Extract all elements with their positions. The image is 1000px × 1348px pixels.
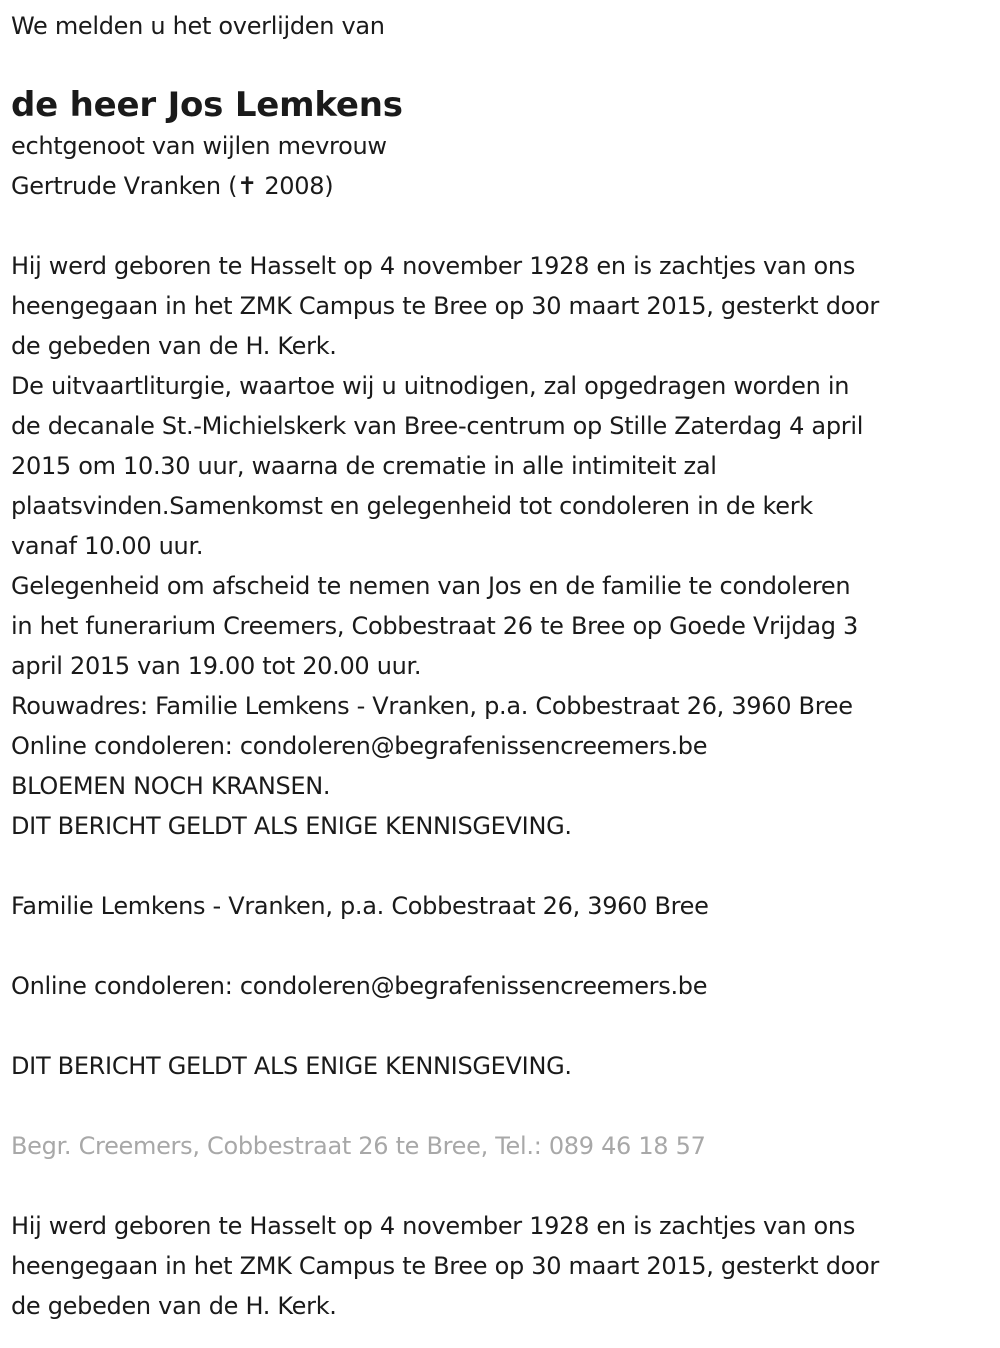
summary-block	[11, 1206, 990, 1326]
spouse-line-1: echtgenoot van wijlen mevrouw	[11, 132, 387, 160]
body-line: april 2015 van 19.00 tot 20.00 uur.	[11, 652, 422, 680]
summary-line: de gebeden van de H. Kerk.	[11, 1292, 337, 1320]
summary-line: heengegaan in het ZMK Campus te Bree op 30 maart 2015, gesterkt door	[11, 1252, 879, 1280]
family-address: Familie Lemkens - Vranken, p.a. Cobbestraat 26, 3960 Bree	[11, 892, 709, 920]
online-condolences: Online condoleren: condoleren@begrafenissencreemers.be	[11, 972, 708, 1000]
cross-icon: ✝	[237, 172, 257, 200]
body-line: Online condoleren: condoleren@begrafenissencreemers.be	[11, 732, 708, 760]
body-line: de gebeden van de H. Kerk.	[11, 332, 337, 360]
spouse-line-2	[11, 166, 990, 206]
body-line: De uitvaartliturgie, waartoe wij u uitnodigen, zal opgedragen worden in	[11, 372, 850, 400]
deceased-name: de heer Jos Lemkens	[11, 85, 403, 125]
body-line: plaatsvinden.Samenkomst en gelegenheid tot condoleren in de kerk	[11, 492, 813, 520]
body-line: Hij werd geboren te Hasselt op 4 november 1928 en is zachtjes van ons	[11, 252, 856, 280]
body-line: BLOEMEN NOCH KRANSEN.	[11, 772, 331, 800]
funeral-home-contact: Begr. Creemers, Cobbestraat 26 te Bree, Tel.: 089 46 18 57	[11, 1132, 706, 1160]
summary-line: Hij werd geboren te Hasselt op 4 november 1928 en is zachtjes van ons	[11, 1212, 856, 1240]
spouse-name: Gertrude Vranken (	[11, 172, 238, 200]
notice-text: DIT BERICHT GELDT ALS ENIGE KENNISGEVING.	[11, 1052, 572, 1080]
body-line: DIT BERICHT GELDT ALS ENIGE KENNISGEVING.	[11, 812, 572, 840]
obituary-body	[11, 246, 990, 846]
body-line: Rouwadres: Familie Lemkens - Vranken, p.a. Cobbestraat 26, 3960 Bree	[11, 692, 853, 720]
body-line: in het funerarium Creemers, Cobbestraat 26 te Bree op Goede Vrijdag 3	[11, 612, 858, 640]
body-line: de decanale St.-Michielskerk van Bree-centrum op Stille Zaterdag 4 april	[11, 412, 864, 440]
body-line: 2015 om 10.30 uur, waarna de crematie in alle intimiteit zal	[11, 452, 717, 480]
intro-text: We melden u het overlijden van	[11, 12, 385, 40]
spouse-death-year: 2008)	[256, 172, 334, 200]
body-line: Gelegenheid om afscheid te nemen van Jos en de familie te condoleren	[11, 572, 851, 600]
body-line: heengegaan in het ZMK Campus te Bree op 30 maart 2015, gesterkt door	[11, 292, 879, 320]
body-line: vanaf 10.00 uur.	[11, 532, 204, 560]
